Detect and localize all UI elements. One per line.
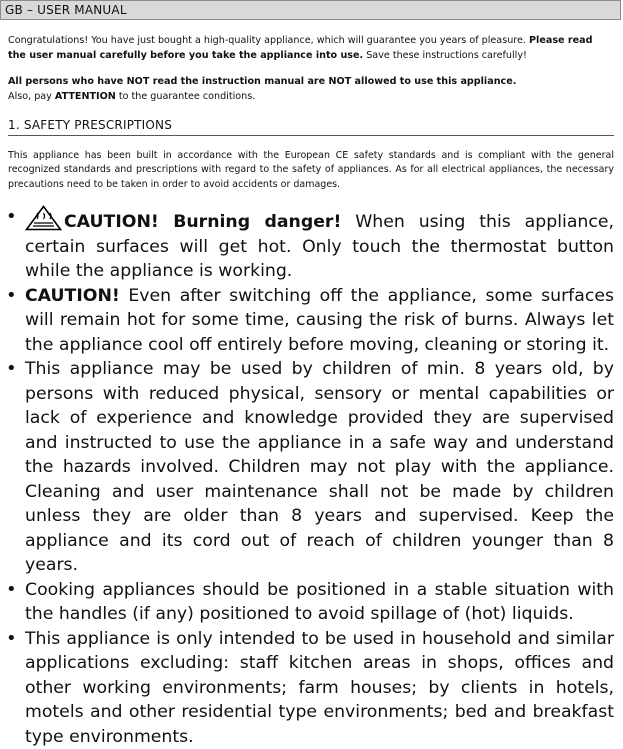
bullet-item [0,284,614,358]
bullet-text: Cooking appliances should be positioned in a stable situation with the handles (if any) positioned to avoid spillage of (hot) liquids. [25,580,614,625]
bullet-text: This appliance may be used by children of min. 8 years old, by persons with reduced physical, sensory or mental capabilities or lack of experience and knowledge provided they are supervised and instructed to use the appliance in a safe way and understand the hazards involved. Children may not play with the appliance. Cleaning and user maintenance shall not be made by children unless they are older than 8 years and supervised. Keep the appliance and its cord out of reach of children younger than 8 years. [25,359,614,575]
attention-tail: to the guarantee conditions. [116,91,256,102]
manual-header [0,0,621,20]
restriction-paragraph [8,75,612,90]
section-title-text: 1. SAFETY PRESCRIPTIONS [8,118,172,132]
bullet-text: This appliance is only intended to be used in household and similar applications excluding: staff kitchen areas in shops, offices and other working environments; farm houses; by clients in hotels, motels and other residential type environments; bed and breakfast type environments. [25,629,614,747]
bullet-item [0,357,614,578]
safety-bullet-list [0,205,614,749]
intro-bold-text: Please read the user manual carefully before you take the appliance into use. [8,35,592,61]
bullet-text: Even after switching off the appliance, some surfaces will remain hot for some time, causing the risk of burns. Always let the appliance cool off entirely before moving, cleaning or storing it. [25,286,614,355]
hot-surface-warning-icon [25,205,62,231]
section-title [8,117,614,136]
intro-paragraph [8,34,612,63]
attention-word: ATTENTION [55,91,116,102]
safety-lead-paragraph: This appliance has been built in accordance with the European CE safety standards and is compliant with the general recognized standards and prescriptions with regard to the safety of appliances. As for all electrical appliances, the necessary precautions need to be taken in order to avoid accidents or damages. [8,149,614,192]
bullet-item [0,205,614,284]
bullet-caution-label: CAUTION! [25,286,120,306]
bullet-text: When using this appliance, certain surfaces will get hot. Only touch the thermostat button while the appliance is working. [25,212,614,281]
bullet-item [0,627,614,749]
attention-prefix: Also, pay [8,91,55,102]
intro-text: Congratulations! You have just bought a high-quality appliance, which will guarantee you years of pleasure. [8,35,529,46]
header-title: GB – USER MANUAL [5,3,127,17]
restriction-text: All persons who have NOT read the instruction manual are NOT allowed to use this appliance. [8,76,516,87]
intro-tail-text: Save these instructions carefully! [363,50,527,61]
intro-block [8,34,612,104]
bullet-caution-label: CAUTION! Burning danger! [64,212,341,232]
bullet-item [0,578,614,627]
attention-paragraph [8,90,612,105]
